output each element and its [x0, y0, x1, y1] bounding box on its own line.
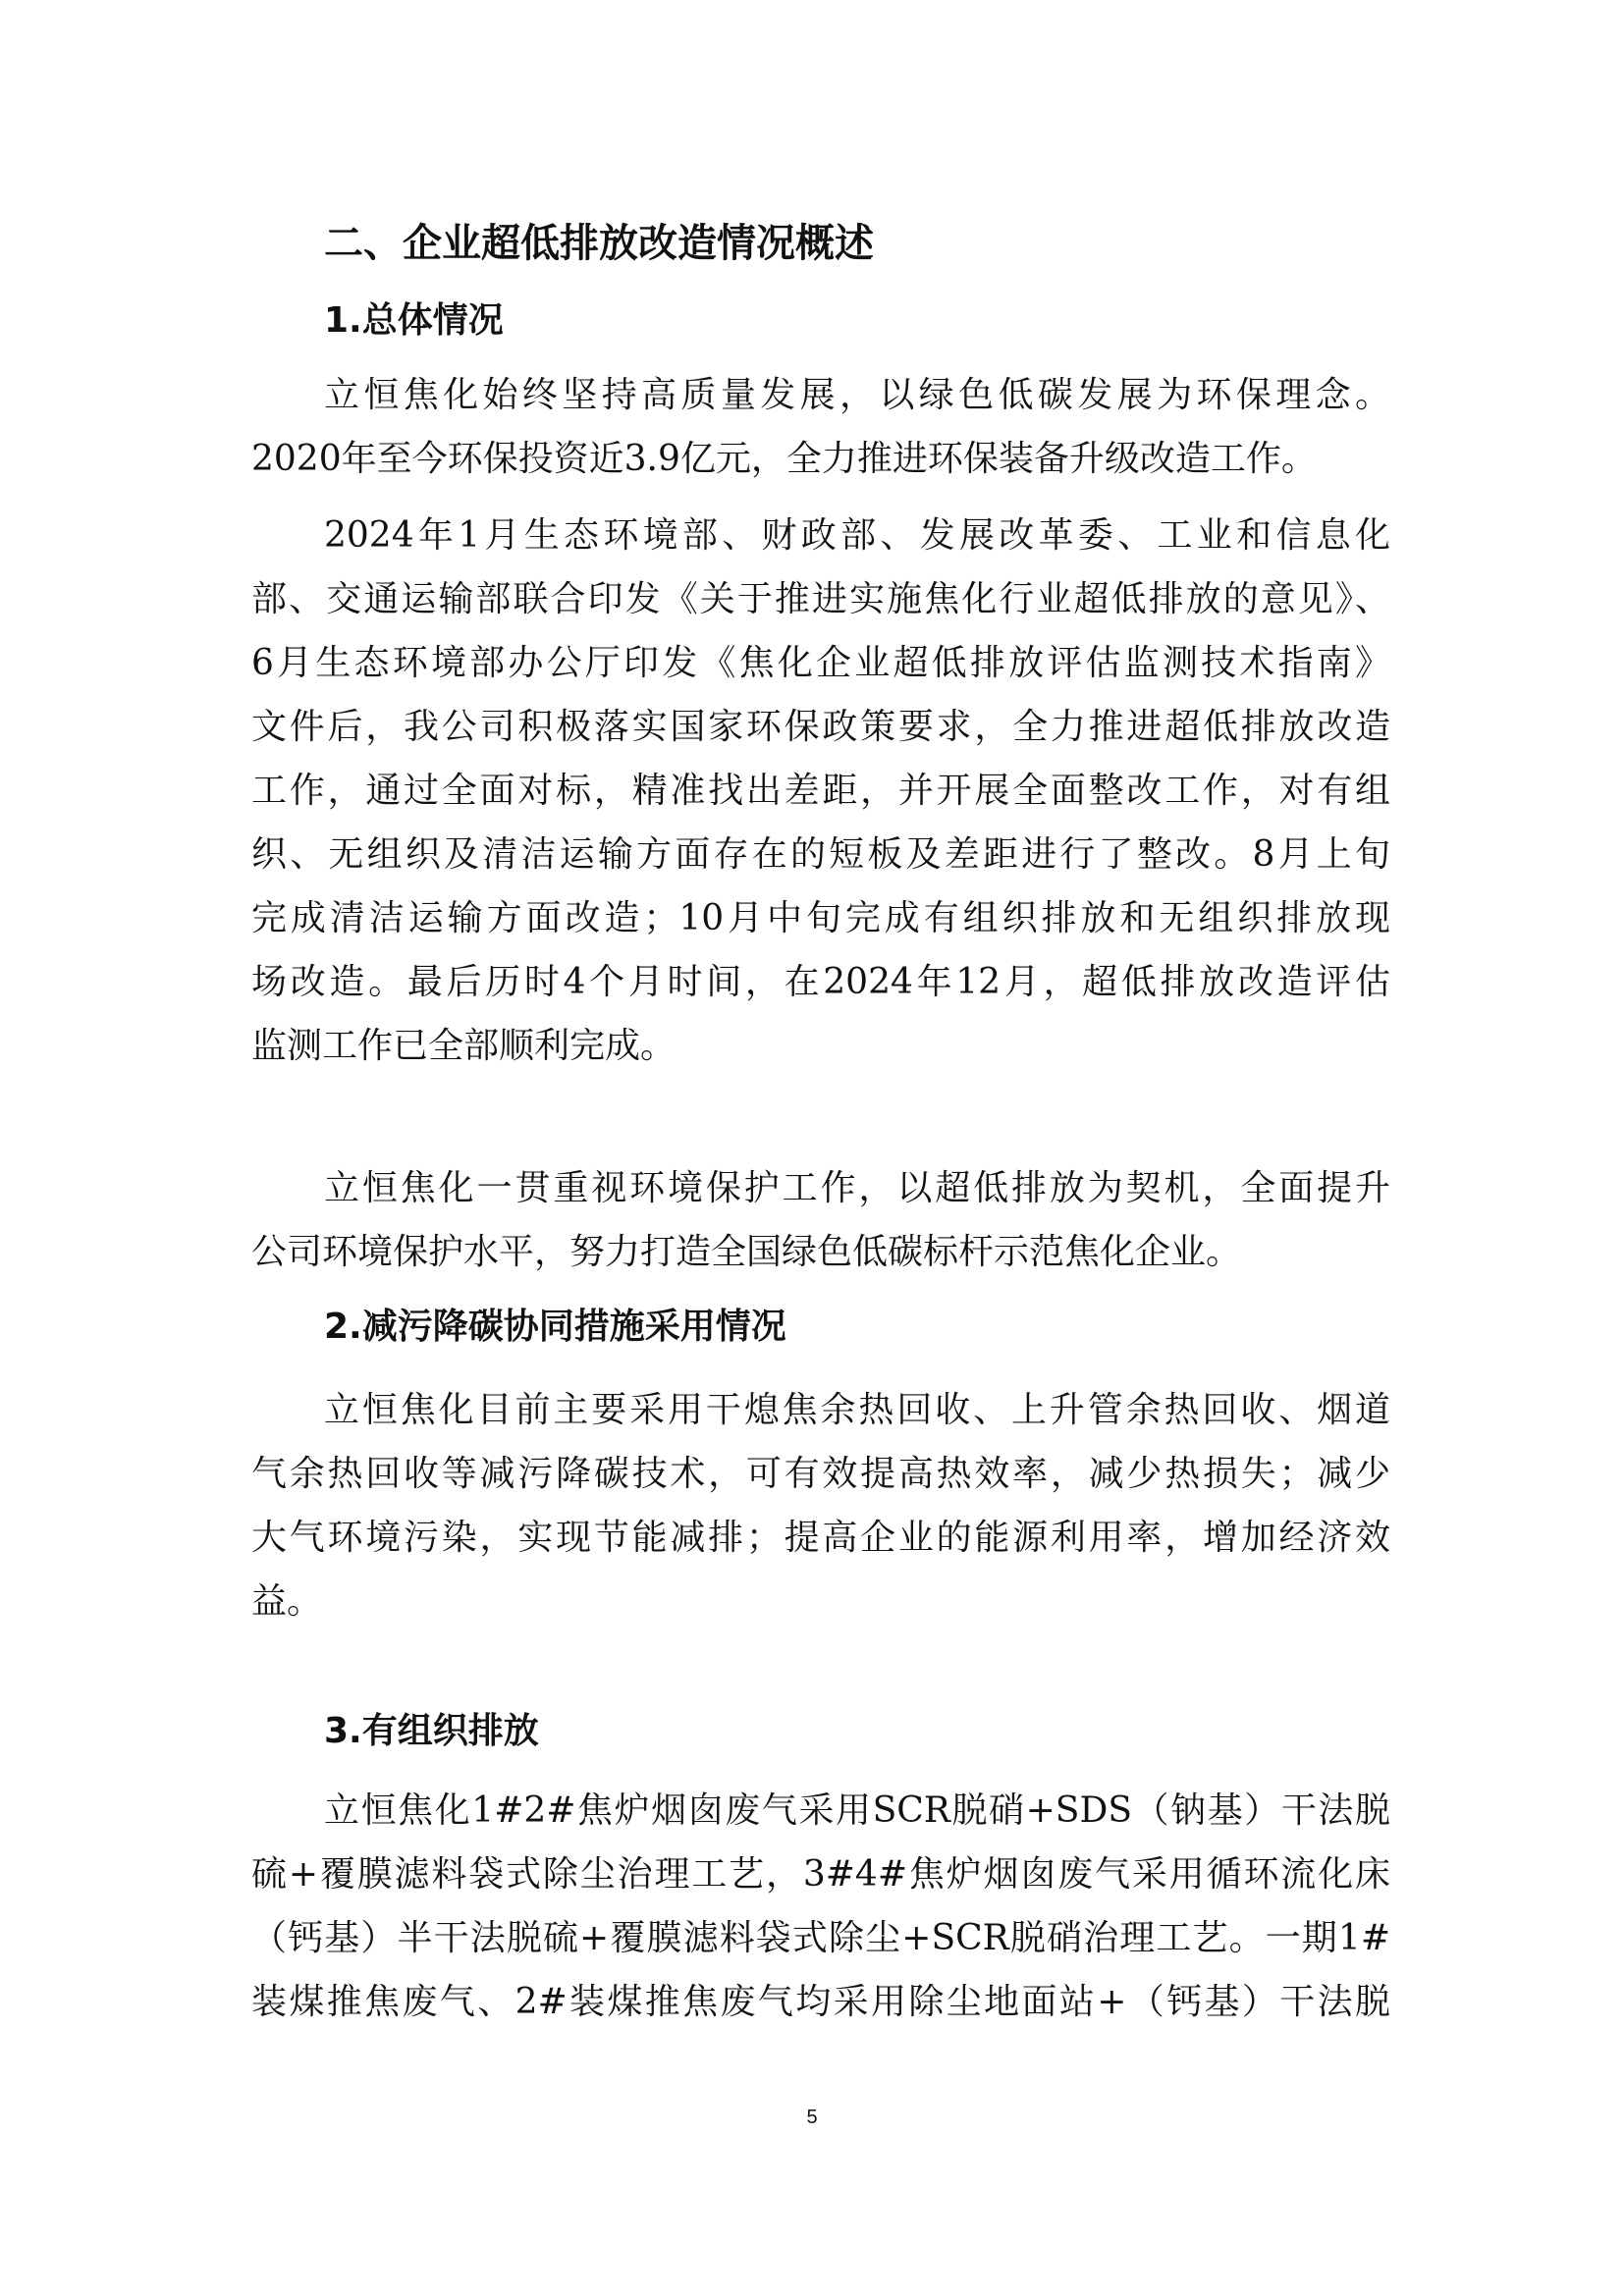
paragraph-line: 硫+覆膜滤料袋式除尘治理工艺，3#4#焦炉烟囱废气采用循环流化床 [251, 1854, 1390, 1895]
paragraph-line: 装煤推焦废气、2#装煤推焦废气均采用除尘地面站+（钙基）干法脱 [251, 1982, 1390, 2022]
section-title: 二、企业超低排放改造情况概述 [324, 221, 874, 266]
paragraph-overall-1 [251, 363, 1390, 491]
paragraph-line: 立恒焦化一贯重视环境保护工作，以超低排放为契机，全面提升 [324, 1168, 1390, 1208]
paragraph-line: 完成清洁运输方面改造；10月中旬完成有组织排放和无组织排放现 [251, 898, 1390, 938]
paragraph-line: 文件后，我公司积极落实国家环保政策要求，全力推进超低排放改造 [251, 707, 1390, 747]
paragraph-overall-3 [251, 1156, 1390, 1284]
paragraph-line: 立恒焦化1#2#焦炉烟囱废气采用SCR脱硝+SDS（钠基）干法脱 [324, 1790, 1390, 1831]
paragraph-line: 气余热回收等减污降碳技术，可有效提高热效率，减少热损失；减少 [251, 1454, 1390, 1494]
paragraph-line: 公司环境保护水平，努力打造全国绿色低碳标杆示范焦化企业。 [251, 1232, 1242, 1272]
paragraph-line: 益。 [251, 1581, 323, 1622]
paragraph-line: 监测工作已全部顺利完成。 [251, 1026, 677, 1066]
subsection-title-organized-emission: 3.有组织排放 [324, 1711, 539, 1751]
paragraph-line: 2024年1月生态环境部、财政部、发展改革委、工业和信息化 [324, 515, 1390, 556]
paragraph-measures [251, 1378, 1390, 1633]
paragraph-line: 部、交通运输部联合印发《关于推进实施焦化行业超低排放的意见》、 [251, 579, 1390, 619]
paragraph-overall-2 [251, 504, 1390, 1078]
paragraph-line: 2020年至今环保投资近3.9亿元，全力推进环保装备升级改造工作。 [251, 439, 1317, 479]
paragraph-line: 大气环境污染，实现节能减排；提高企业的能源利用率，增加经济效 [251, 1518, 1390, 1558]
paragraph-line: 6月生态环境部办公厅印发《焦化企业超低排放评估监测技术指南》 [251, 643, 1390, 683]
paragraph-line: 立恒焦化始终坚持高质量发展，以绿色低碳发展为环保理念。 [324, 375, 1390, 415]
paragraph-line: 场改造。最后历时4个月时间，在2024年12月，超低排放改造评估 [251, 962, 1390, 1002]
paragraph-organized-emission [251, 1779, 1390, 2034]
paragraph-line: 立恒焦化目前主要采用干熄焦余热回收、上升管余热回收、烟道 [324, 1390, 1390, 1430]
paragraph-line: 工作，通过全面对标，精准找出差距，并开展全面整改工作，对有组 [251, 771, 1390, 811]
subsection-title-measures: 2.减污降碳协同措施采用情况 [324, 1307, 786, 1347]
paragraph-line: （钙基）半干法脱硫+覆膜滤料袋式除尘+SCR脱硝治理工艺。一期1# [251, 1918, 1390, 1958]
paragraph-line: 织、无组织及清洁运输方面存在的短板及差距进行了整改。8月上旬 [251, 834, 1390, 875]
subsection-title-overall: 1.总体情况 [324, 300, 504, 341]
page-number: 5 [806, 2107, 818, 2128]
